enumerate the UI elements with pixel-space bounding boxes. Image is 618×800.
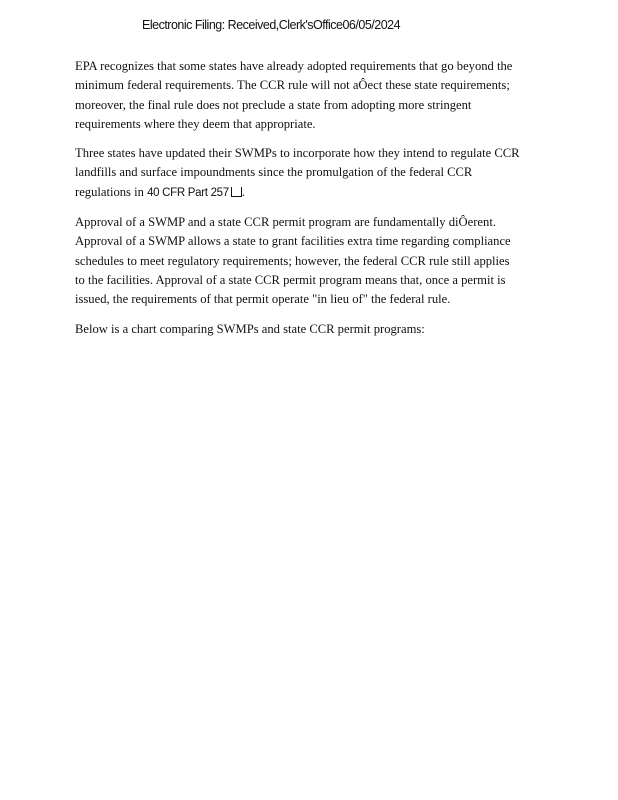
paragraph-line: Three states have updated their SWMPs to incorporate how they intend to regulate CCR <box>75 146 520 161</box>
paragraph-line-with-cfr <box>75 183 575 203</box>
paragraph-line: to the facilities. Approval of a state CCR permit program means that, once a permit is <box>75 272 506 287</box>
paragraph-chart-intro <box>75 320 575 339</box>
paragraph-swmp-updates <box>75 144 575 203</box>
paragraph-line: minimum federal requirements. The CCR rule will not aÔect these state requirements; <box>75 78 510 93</box>
paragraph-line-start: regulations in <box>75 184 144 199</box>
paragraph-line: requirements where they deem that appropriate. <box>75 116 316 131</box>
paragraph-line: EPA recognizes that some states have already adopted requirements that go beyond the <box>75 59 513 73</box>
paragraph-line: issued, the requirements of that permit operate "in lieu of" the federal rule. <box>75 292 451 307</box>
paragraph-line: schedules to meet regulatory requirements; however, the federal CCR rule still applies <box>75 253 510 268</box>
document-body <box>75 57 575 349</box>
paragraph-line: landfills and surface impoundments since the promulgation of the federal CCR <box>75 165 473 180</box>
paragraph-swmp-vs-permit <box>75 213 575 309</box>
paragraph-state-requirements <box>75 57 575 134</box>
paragraph-line: Approval of a SWMP allows a state to grant facilities extra time regarding compliance <box>75 234 511 249</box>
paragraph-line-end: . <box>241 184 246 199</box>
paragraph-line: moreover, the final rule does not preclude a state from adopting more stringent <box>75 97 472 112</box>
paragraph-line: Approval of a SWMP and a state CCR permit program are fundamentally diÔerent. <box>75 215 496 230</box>
external-link-icon <box>231 187 242 197</box>
paragraph-line: Below is a chart comparing SWMPs and state CCR permit programs: <box>75 321 425 336</box>
cfr-reference-link[interactable]: 40 CFR Part 257 <box>147 186 229 199</box>
filing-stamp-header: Electronic Filing: Received,Clerk'sOffice06/05/2024 <box>142 18 401 32</box>
